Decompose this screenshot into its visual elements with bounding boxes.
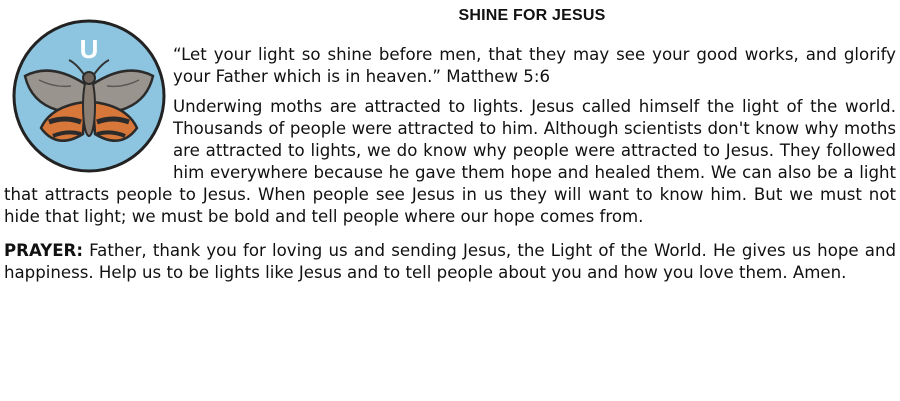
- emblem-letter: U: [79, 34, 99, 64]
- page-title: SHINE FOR JESUS: [458, 7, 606, 24]
- scripture-quote: “Let your light so shine before men, that they may see your good works, and glorify your Father which is in heaven.” Matthew 5:6: [173, 45, 896, 86]
- devotional-text: [4, 44, 896, 284]
- body-paragraph: Underwing moths are attracted to lights. Jesus called himself the light of the world. Thousands of people were attracted to him. Although scientists don't know why moths are attracted to lights, we do know why people were attracted to Jesus. They followed him everywhere because he gave them hope and healed them. We can also be a light that attracts people to Jesus. When people see Jesus in us they will want to know him. But we must not hide that light; we must be bold and tell people where our hope comes from.: [4, 97, 896, 226]
- prayer-text: Father, thank you for loving us and sending Jesus, the Light of the World. He gives us hope and happiness. Help us to be lights like Jesus and to tell people about you and how you love them. Amen.: [4, 241, 896, 282]
- prayer-label: PRAYER:: [4, 241, 83, 260]
- prayer-paragraph: [4, 240, 896, 284]
